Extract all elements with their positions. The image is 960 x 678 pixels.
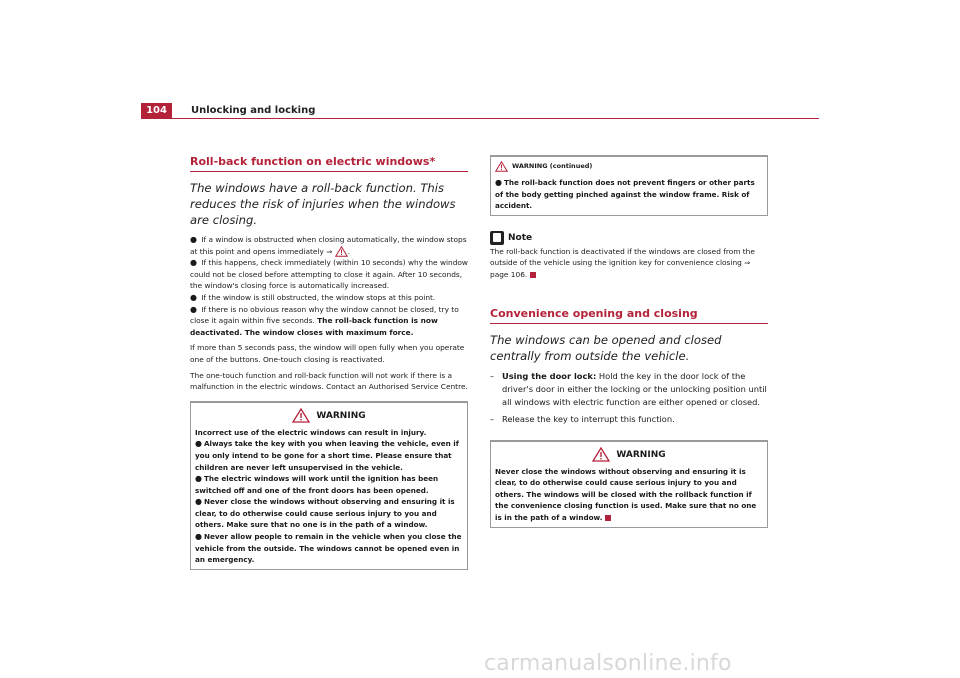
list-item: ● The roll-back function does not prevent fingers or other parts of the body getting pinched against the window frame. Risk of accident. (495, 178, 755, 211)
note-icon (490, 231, 504, 245)
list-item: – Using the door lock: Hold the key in the door lock of the driver's door in either the locking or the unlocking position until all windows with electric function are either opened or closed. (490, 370, 767, 407)
warning-header (495, 159, 763, 173)
bullet-icon: ● (495, 178, 502, 187)
warning-triangle-icon (335, 246, 348, 257)
left-column (190, 155, 468, 570)
bullet-icon: ● (195, 497, 202, 507)
warning-title: WARNING (continued) (512, 162, 593, 170)
list-item: ● Never close the windows without observing and ensuring it is clear, to do otherwise could cause serious injury to you and others. Make sure that no one is in the path of a window. (195, 497, 455, 530)
warning-title: WARNING (316, 410, 366, 421)
paragraph: If more than 5 seconds pass, the window will open fully when you operate one of the buttons. One-touch closing is reactivated. (190, 343, 465, 364)
list-item: – Release the key to interrupt this function. (490, 413, 675, 424)
page-header-title: Unlocking and locking (191, 105, 316, 116)
warning-triangle-icon (495, 161, 508, 172)
warning-box-continued (490, 155, 768, 216)
paragraph: The one-touch function and roll-back function will not work if there is a malfunction in the electric windows. Contact an Authorised Service Centre. (190, 370, 468, 392)
warning-intro: Incorrect use of the electric windows can result in injury. (195, 427, 427, 437)
list-item: ● The electric windows will work until the ignition has been switched off and one of the front doors has been opened. (195, 474, 439, 495)
right-column (490, 155, 768, 528)
section-lead-convenience: The windows can be opened and closed centrally from outside the vehicle. (490, 332, 722, 363)
bullet-icon: ● (195, 474, 202, 484)
bullet-icon: ● (195, 532, 202, 542)
warning-header (495, 444, 763, 466)
note-title: Note (508, 232, 533, 243)
warning-text: Never close the windows without observing and ensuring it is clear, to do otherwise could cause serious injury to you and others. The windows will be closed with the rollback function if the convenience closing function is used. Make sure that no one is in the path of a window. (495, 466, 757, 522)
list-item: ● If the window is still obstructed, the window stops at this point. (190, 292, 436, 302)
end-square-icon (605, 515, 611, 521)
bullet-icon: ● (190, 304, 197, 314)
warning-triangle-icon (592, 447, 610, 462)
bullet-icon: ● (190, 258, 197, 268)
section-lead-rollback: The windows have a roll-back function. This reduces the risk of injuries when the windows are closing. (190, 181, 456, 227)
warning-box (490, 440, 768, 528)
list-item: ● If this happens, check immediately (within 10 seconds) why the window could not be closed before attempting to close it again. After 10 seconds, the window's closing force is automatically increased. (190, 258, 468, 291)
end-square-icon (530, 272, 536, 278)
warning-header (195, 405, 463, 427)
list-item: ● Never allow people to remain in the vehicle when you close the vehicle from the outside. The windows cannot be opened even in an emergency. (195, 532, 462, 565)
section-title-rollback: Roll-back function on electric windows* (190, 155, 468, 172)
header-rule (141, 118, 819, 119)
note-header (490, 230, 768, 246)
bullet-icon: ● (195, 439, 202, 449)
warning-title: WARNING (616, 449, 666, 460)
watermark: carmanualsonline.info (484, 651, 732, 676)
section-title-convenience: Convenience opening and closing (490, 307, 768, 324)
warning-box (190, 401, 468, 570)
list-item: ● If there is no obvious reason why the window cannot be closed, try to close it again within five seconds. The roll-back function is now deactivated. The window closes with maximum force. (190, 304, 459, 337)
list-item: ● If a window is obstructed when closing automatically, the window stops at this point and opens immediately ⇒ . (190, 235, 467, 256)
warning-triangle-icon (292, 408, 310, 423)
page-number: 104 (141, 103, 172, 118)
bullet-icon: ● (190, 292, 197, 302)
list-item: ● Always take the key with you when leaving the vehicle, even if you only intend to be gone for a short time. Please ensure that children are never left unsupervised in the vehicle. (195, 439, 459, 472)
note-text: The roll-back function is deactivated if the windows are closed from the outside of the vehicle using the ignition key for convenience closing ⇒ page 106. (490, 246, 755, 279)
bullet-icon: ● (190, 235, 197, 244)
